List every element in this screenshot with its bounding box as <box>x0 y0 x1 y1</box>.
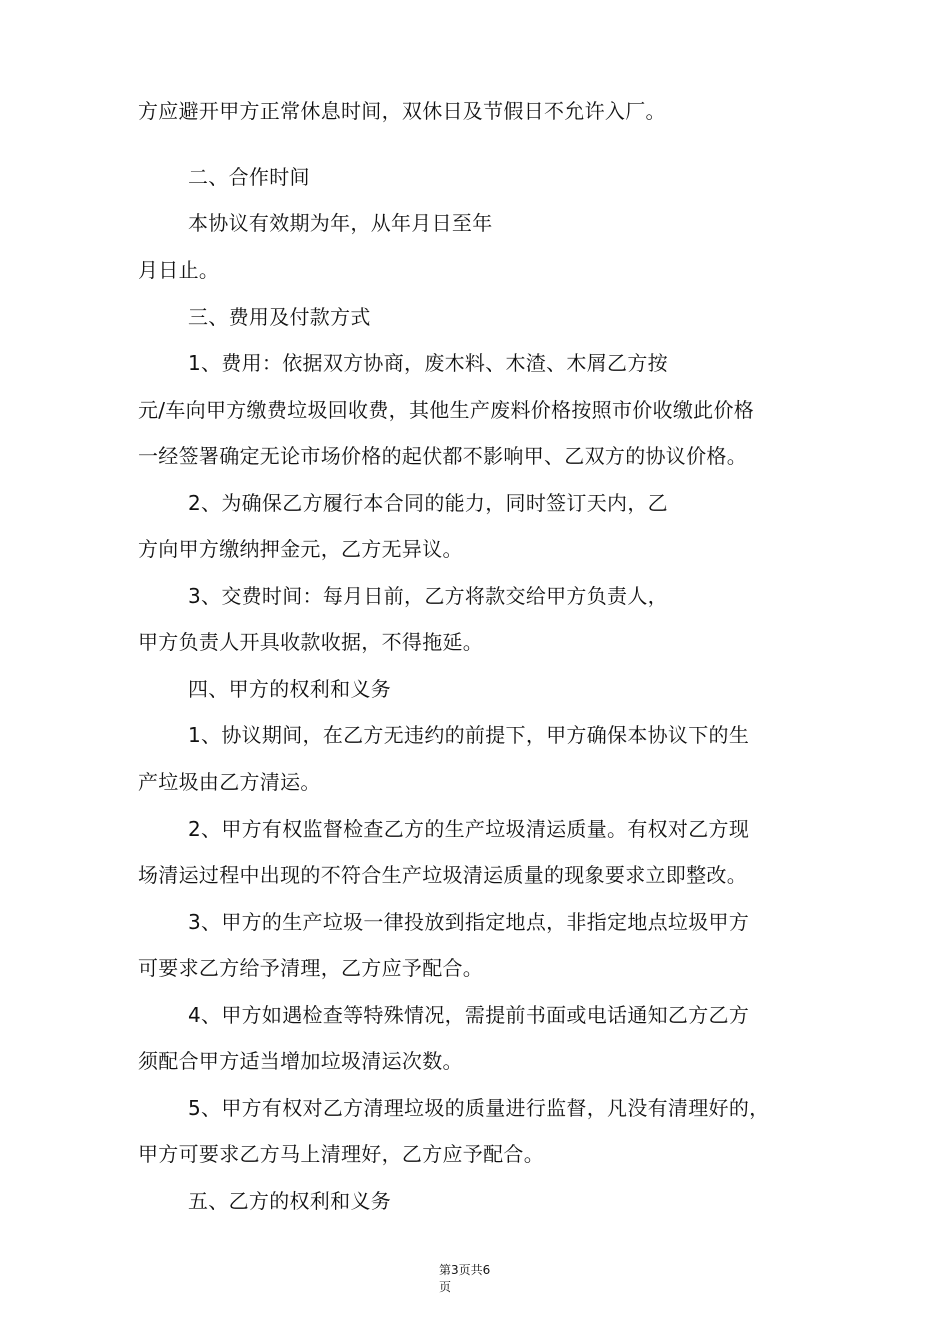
paragraph-line: 甲方可要求乙方马上清理好，乙方应予配合。 <box>138 1142 544 1166</box>
section-heading-party-b-rights: 五、乙方的权利和义务 <box>188 1189 391 1213</box>
paragraph-line: 1、协议期间，在乙方无违约的前提下，甲方确保本协议下的生 <box>188 723 750 747</box>
paragraph-line: 须配合甲方适当增加垃圾清运次数。 <box>138 1049 463 1073</box>
paragraph-line: 月日止。 <box>138 258 220 282</box>
section-heading-party-a-rights: 四、甲方的权利和义务 <box>188 677 391 701</box>
paragraph-line: 方应避开甲方正常休息时间，双休日及节假日不允许入厂。 <box>138 99 666 123</box>
paragraph-line: 4、甲方如遇检查等特殊情况，需提前书面或电话通知乙方乙方 <box>188 1003 750 1027</box>
paragraph-line: 可要求乙方给予清理，乙方应予配合。 <box>138 956 484 980</box>
paragraph-line: 一经签署确定无论市场价格的起伏都不影响甲、乙双方的协议价格。 <box>138 444 747 468</box>
paragraph-line: 元/车向甲方缴费垃圾回收费，其他生产废料价格按照市价收缴此价格 <box>138 398 755 422</box>
paragraph-line: 2、甲方有权监督检查乙方的生产垃圾清运质量。有权对乙方现 <box>188 817 750 841</box>
paragraph-line: 本协议有效期为年，从年月日至年 <box>188 211 493 235</box>
paragraph-line: 甲方负责人开具收款收据，不得拖延。 <box>138 630 484 654</box>
paragraph-line: 2、为确保乙方履行本合同的能力，同时签订天内，乙 <box>188 491 668 515</box>
paragraph-line: 5、甲方有权对乙方清理垃圾的质量进行监督，凡没有清理好的， <box>188 1096 770 1120</box>
paragraph-line: 场清运过程中出现的不符合生产垃圾清运质量的现象要求立即整改。 <box>138 863 747 887</box>
paragraph-line: 3、交费时间：每月日前，乙方将款交给甲方负责人， <box>188 584 668 608</box>
paragraph-line: 3、甲方的生产垃圾一律投放到指定地点，非指定地点垃圾甲方 <box>188 910 750 934</box>
section-heading-fees-payment: 三、费用及付款方式 <box>188 305 371 329</box>
paragraph-line: 产垃圾由乙方清运。 <box>138 770 321 794</box>
page-number-line-1: 第3页共6 <box>439 1263 491 1277</box>
paragraph-line: 1、费用：依据双方协商，废木料、木渣、木屑乙方按 <box>188 351 668 375</box>
paragraph-line: 方向甲方缴纳押金元，乙方无异议。 <box>138 537 463 561</box>
page-number-line-2: 页 <box>439 1280 452 1294</box>
section-heading-cooperation-time: 二、合作时间 <box>188 165 310 189</box>
